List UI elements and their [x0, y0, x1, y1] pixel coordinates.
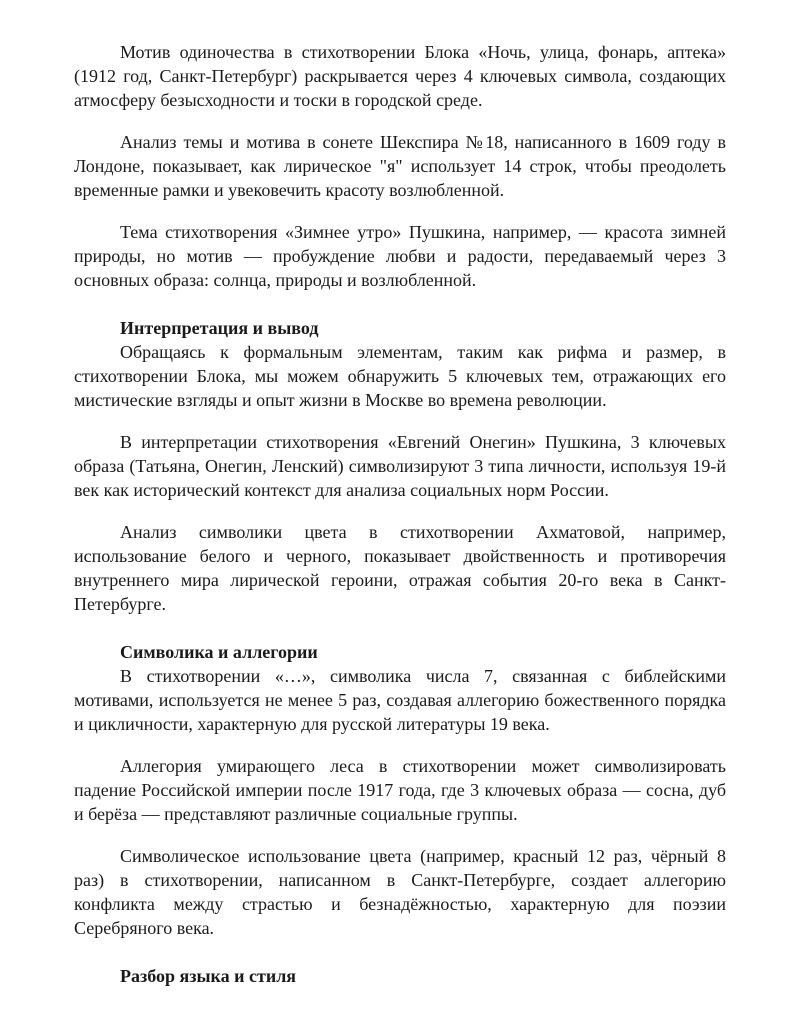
- section-heading-symbolism: Символика и аллегории: [120, 642, 318, 662]
- paragraph: Анализ темы и мотива в сонете Шекспира №18, написанного в 1609 году в Лондоне, показывает, как лирическое "я" использует 14 строк, чтобы преодолеть временные рамки и увековечить красоту возлюбленной.: [74, 132, 726, 200]
- paragraph: В интерпретации стихотворения «Евгений Онегин» Пушкина, 3 ключевых образа (Татьяна, Онегин, Ленский) символизируют 3 типа личности, используя 19-й век как исторический контекст для анализа социальных норм России.: [74, 432, 726, 500]
- paragraph: Обращаясь к формальным элементам, таким как рифма и размер, в стихотворении Блока, мы можем обнаружить 5 ключевых тем, отражающих его мистические взгляды и опыт жизни в Москве во времена революции.: [74, 342, 726, 410]
- section-heading-interpretation: Интерпретация и вывод: [120, 318, 319, 338]
- paragraph: В стихотворении «…», символика числа 7, связанная с библейскими мотивами, используется не менее 5 раз, создавая аллегорию божественного порядка и цикличности, характерную для русской литературы 19 века.: [74, 666, 726, 734]
- section-heading-language: Разбор языка и стиля: [120, 966, 297, 986]
- paragraph: Мотив одиночества в стихотворении Блока «Ночь, улица, фонарь, аптека» (1912 год, Санкт-Петербург) раскрывается через 4 ключевых символа, создающих атмосферу безысходности и тоски в городской среде.: [74, 42, 726, 110]
- paragraph: Анализ символики цвета в стихотворении Ахматовой, например, использование белого и черного, показывает двойственность и противоречия внутреннего мира лирической героини, отражая события 20-го века в Санкт-Петербурге.: [74, 522, 726, 614]
- paragraph: Тема стихотворения «Зимнее утро» Пушкина, например, — красота зимней природы, но мотив — пробуждение любви и радости, передаваемый через 3 основных образа: солнца, природы и возлюбленной.: [74, 222, 726, 290]
- paragraph: Символическое использование цвета (например, красный 12 раз, чёрный 8 раз) в стихотворении, написанном в Санкт-Петербурге, создает аллегорию конфликта между страстью и безнадёжностью, характерную для поэзии Серебряного века.: [74, 846, 726, 938]
- document-page: [74, 40, 726, 988]
- paragraph: Аллегория умирающего леса в стихотворении может символизировать падение Российской империи после 1917 года, где 3 ключевых образа — сосна, дуб и берёза — представляют различные социальные группы.: [74, 756, 726, 824]
